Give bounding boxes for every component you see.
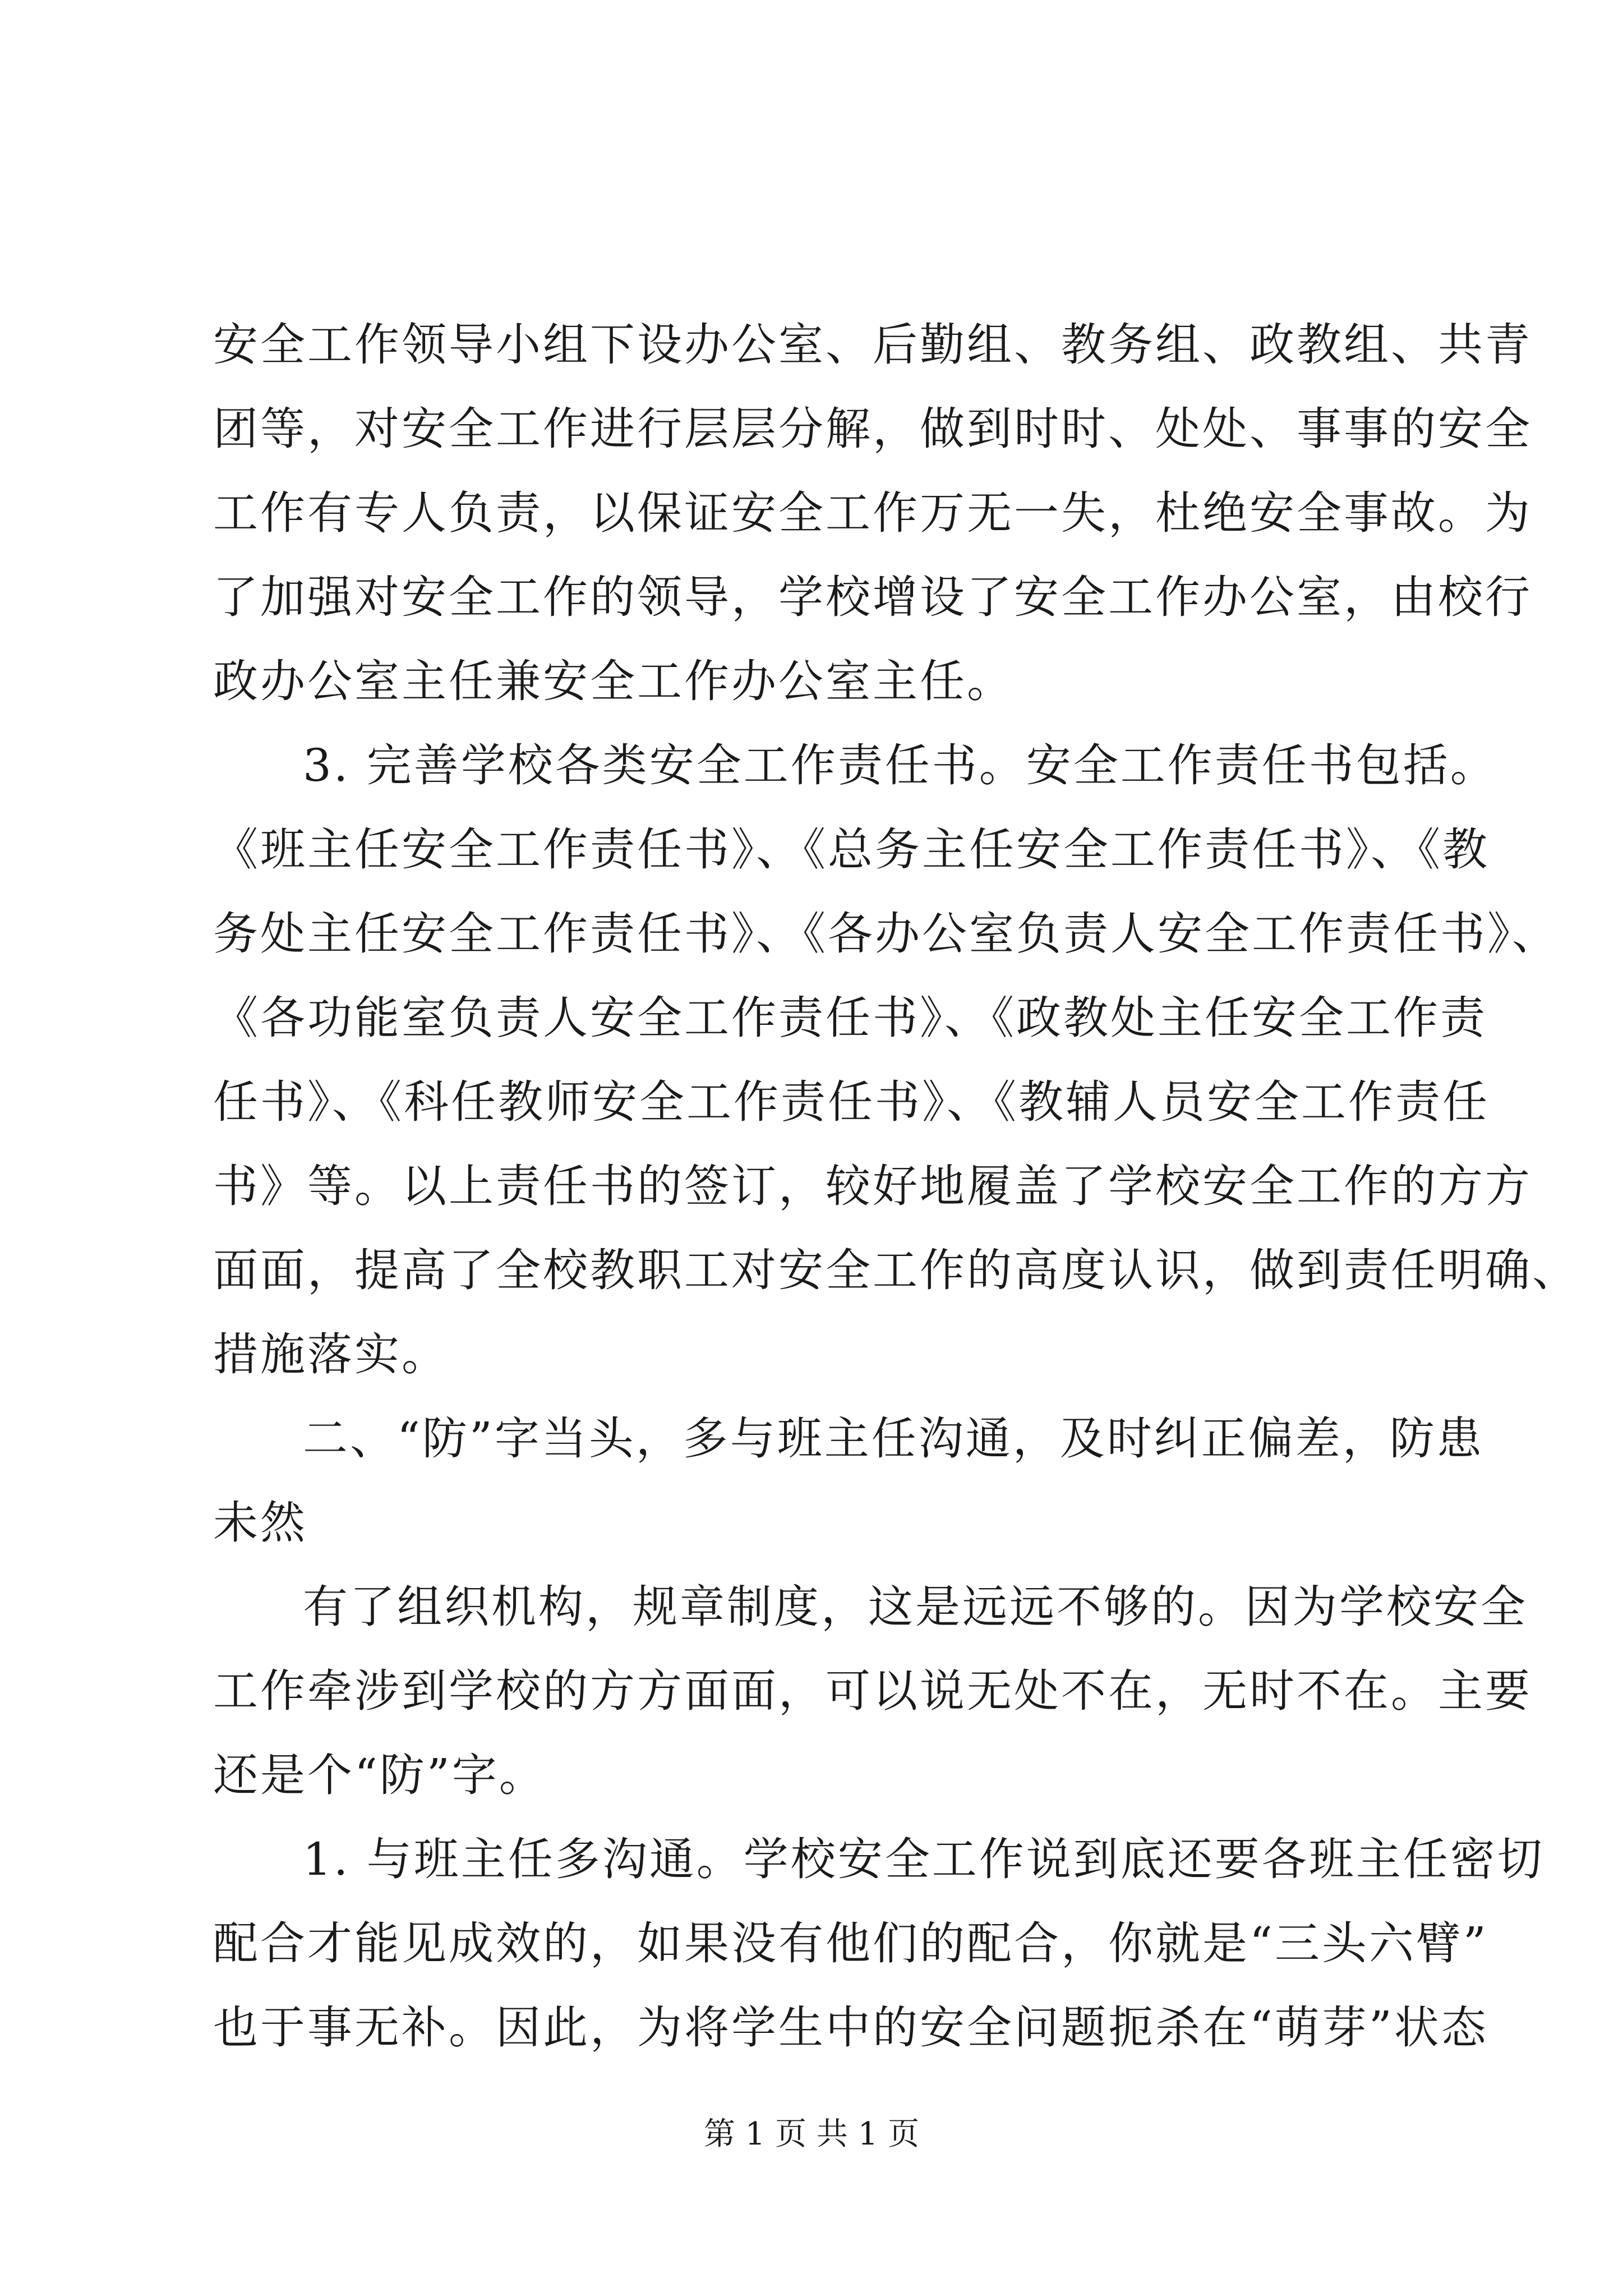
text-line: 配合才能见成效的，如果没有他们的配合，你就是“三头六臂”	[213, 1917, 1488, 1970]
text-line: 书》等。以上责任书的签订，较好地履盖了学校安全工作的方方	[213, 1160, 1532, 1212]
text-line: 面面，提高了全校教职工对安全工作的高度认识，做到责任明确、	[213, 1244, 1579, 1296]
text-lines	[213, 303, 1579, 2070]
text-line: 二、“防”字当头，多与班主任沟通，及时纠正偏差，防患	[303, 1412, 1484, 1465]
text-line: 安全工作领导小组下设办公室、后勤组、教务组、政教组、共青	[213, 319, 1532, 371]
text-line: 3. 完善学校各类安全工作责任书。安全工作责任书包括。	[303, 739, 1497, 792]
text-line: 有了组织机构，规章制度，这是远远不够的。因为学校安全	[303, 1581, 1528, 1633]
text-line: 工作牵涉到学校的方方面面，可以说无处不在，无时不在。主要	[213, 1665, 1532, 1717]
text-line: 《班主任安全工作责任书》、《总务主任安全工作责任书》、《教	[213, 823, 1490, 876]
text-line: 任书》、《科任教师安全工作责任书》、《教辅人员安全工作责任	[213, 1076, 1490, 1128]
text-line: 政办公室主任兼安全工作办公室主任。	[213, 655, 1014, 707]
text-line: 未然	[213, 1497, 307, 1549]
text-line: 还是个“防”字。	[213, 1749, 546, 1801]
text-line: 《各功能室负责人安全工作责任书》、《政教处主任安全工作责	[213, 992, 1487, 1044]
text-line: 工作有专人负责，以保证安全工作万无一失，杜绝安全事故。为	[213, 487, 1532, 539]
text-line: 1. 与班主任多沟通。学校安全工作说到底还要各班主任密切	[303, 1833, 1544, 1885]
page-footer: 第 1 页 共 1 页	[703, 2116, 920, 2152]
text-line: 团等，对安全工作进行层层分解，做到时时、处处、事事的安全	[213, 403, 1532, 455]
text-line: 了加强对安全工作的领导，学校增设了安全工作办公室，由校行	[213, 571, 1532, 623]
text-line: 措施落实。	[213, 1328, 449, 1381]
text-line: 也于事无补。因此，为将学生中的安全问题扼杀在“萌芽”状态	[213, 2001, 1488, 2054]
document-body	[213, 303, 1579, 2070]
text-line: 务处主任安全工作责任书》、《各办公室负责人安全工作责任书》、	[213, 908, 1559, 960]
